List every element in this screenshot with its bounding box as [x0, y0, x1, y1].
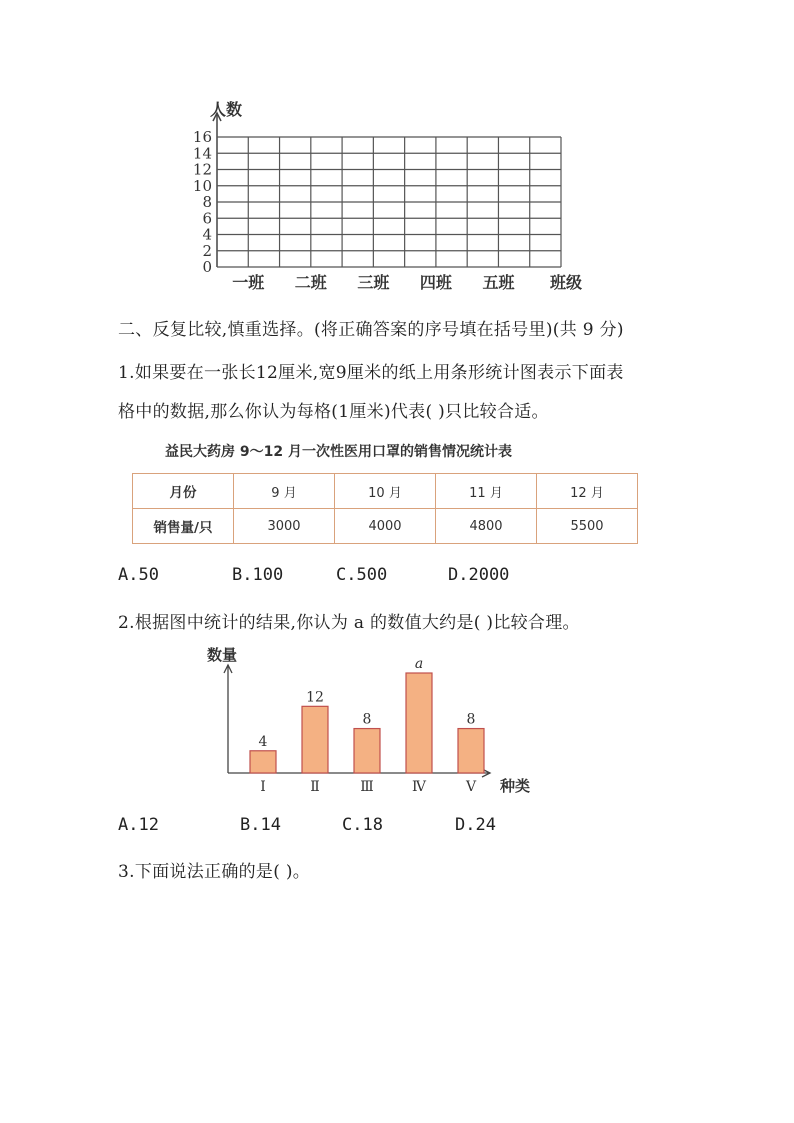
row-header-month: 月份 [133, 474, 234, 509]
bar [302, 706, 328, 773]
x-tick-label: 一班 [232, 273, 265, 292]
bar-data-label: 8 [466, 711, 476, 728]
bar-data-label: 4 [258, 733, 268, 750]
bar-chart [200, 640, 550, 800]
bar [406, 673, 432, 773]
y-tick-label: 8 [202, 193, 212, 211]
y-tick-label: 12 [192, 160, 212, 179]
bar [458, 729, 484, 773]
row-header-sales: 销售量/只 [133, 509, 234, 544]
option-a[interactable]: A.50 [118, 565, 159, 585]
blank-grid-chart [190, 95, 610, 295]
section-heading: 二、反复比较,慎重选择。(将正确答案的序号填在括号里)(共 9 分) [118, 320, 624, 340]
question-1-line2: 格中的数据,那么你认为每格(1厘米)代表( )只比较合适。 [118, 402, 549, 422]
y-axis-label: 人数 [210, 100, 243, 119]
y-tick-label: 0 [202, 258, 212, 276]
option-d[interactable]: D.24 [455, 815, 496, 835]
bar [250, 751, 276, 773]
x-tick-label: 五班 [482, 273, 515, 292]
table-row [133, 509, 638, 544]
option-b[interactable]: B.14 [240, 815, 281, 835]
y-tick-label: 4 [202, 225, 212, 244]
sales-table [132, 473, 638, 544]
bar-data-label: 12 [306, 689, 324, 706]
table-cell: 4800 [436, 509, 537, 544]
y-tick-label: 6 [202, 209, 212, 228]
table-cell: 12 月 [537, 474, 638, 509]
option-a[interactable]: A.12 [118, 815, 159, 835]
x-axis-label: 种类 [500, 777, 531, 795]
table-cell: 4000 [335, 509, 436, 544]
table-title: 益民大药房 9～12 月一次性医用口罩的销售情况统计表 [165, 444, 512, 460]
question-1-line1: 1.如果要在一张长12厘米,宽9厘米的纸上用条形统计图表示下面表 [118, 363, 624, 383]
y-tick-label: 10 [192, 176, 212, 195]
bar-data-label: a [414, 656, 424, 672]
y-tick-label: 14 [192, 144, 212, 163]
option-c[interactable]: C.18 [342, 815, 383, 835]
y-tick-label: 2 [202, 241, 212, 260]
table-cell: 11 月 [436, 474, 537, 509]
table-cell: 10 月 [335, 474, 436, 509]
x-axis-label: 班级 [550, 273, 583, 292]
x-tick-label: Ⅴ [465, 779, 477, 795]
y-axis-label: 数量 [207, 646, 238, 664]
x-tick-label: Ⅰ [260, 779, 266, 795]
bar-data-label: 8 [362, 711, 372, 728]
table-cell: 3000 [234, 509, 335, 544]
x-tick-label: 三班 [357, 273, 390, 292]
question-3: 3.下面说法正确的是( )。 [118, 862, 311, 882]
table-cell: 5500 [537, 509, 638, 544]
x-tick-label: 二班 [294, 273, 327, 292]
y-tick-label: 16 [192, 128, 212, 146]
question-2: 2.根据图中统计的结果,你认为 a 的数值大约是( )比较合理。 [118, 613, 580, 633]
option-d[interactable]: D.2000 [448, 565, 510, 585]
option-b[interactable]: B.100 [232, 565, 284, 585]
x-tick-label: Ⅳ [412, 779, 426, 795]
option-c[interactable]: C.500 [336, 565, 388, 585]
table-cell: 9 月 [234, 474, 335, 509]
x-tick-label: Ⅲ [360, 779, 374, 795]
x-tick-label: Ⅱ [310, 779, 320, 795]
bar [354, 729, 380, 773]
table-row [133, 474, 638, 509]
x-tick-label: 四班 [419, 273, 452, 292]
